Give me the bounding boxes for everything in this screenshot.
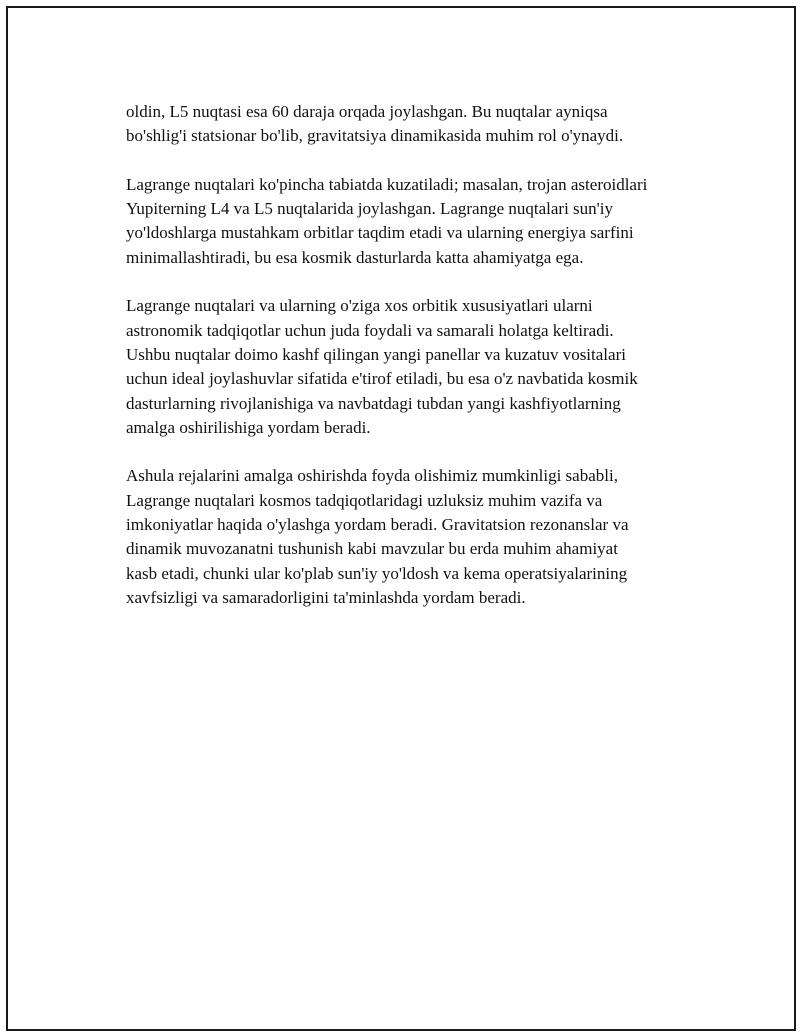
- paragraph-2: Lagrange nuqtalari ko'pincha tabiatda kuzatiladi; masalan, trojan asteroidlari Yupiterning L4 va L5 nuqtalarida joylashgan. Lagrange nuqtalari sun'iy yo'ldoshlarga mustahkam orbitlar taqdim etadi va ularning energiya sarfini minimallashtiradi, bu esa kosmik dasturlarda katta ahamiyatga ega.: [126, 174, 648, 267]
- paragraph-3: Lagrange nuqtalari va ularning o'ziga xos orbitik xususiyatlari ularni astronomik tadqiqotlar uchun juda foydali va samarali holatga keltiradi. Ushbu nuqtalar doimo kashf qilingan yangi panellar va kuzatuv vositalari uchun ideal joylashuvlar sifatida e'tirof etiladi, bu esa o'z navbatida kosmik dasturlarning rivojlanishiga va navbatdagi tubdan yangi kashfiyotlarning amalga oshirilishiga yordam beradi.: [126, 296, 638, 437]
- page-frame: [6, 6, 796, 1031]
- document-body: [126, 100, 706, 635]
- paragraph-1: oldin, L5 nuqtasi esa 60 daraja orqada joylashgan. Bu nuqtalar ayniqsa bo'shlig'i statsionar bo'lib, gravitatsiya dinamikasida muhim rol o'ynaydi.: [126, 102, 624, 146]
- paragraph-4: Ashula rejalarini amalga oshirishda foyda olishimiz mumkinligi sababli, Lagrange nuqtalari kosmos tadqiqotlaridagi uzluksiz muhim vazifa va imkoniyatlar haqida o'ylashga yordam beradi. Gravitatsion rezonanslar va dinamik muvozanatni tushunish kabi mavzular bu erda muhim ahamiyat kasb etadi, chunki ular ko'plab sun'iy yo'ldosh va kema operatsiyalarining xavfsizligi va samaradorligini ta'minlashda yordam beradi.: [126, 466, 629, 607]
